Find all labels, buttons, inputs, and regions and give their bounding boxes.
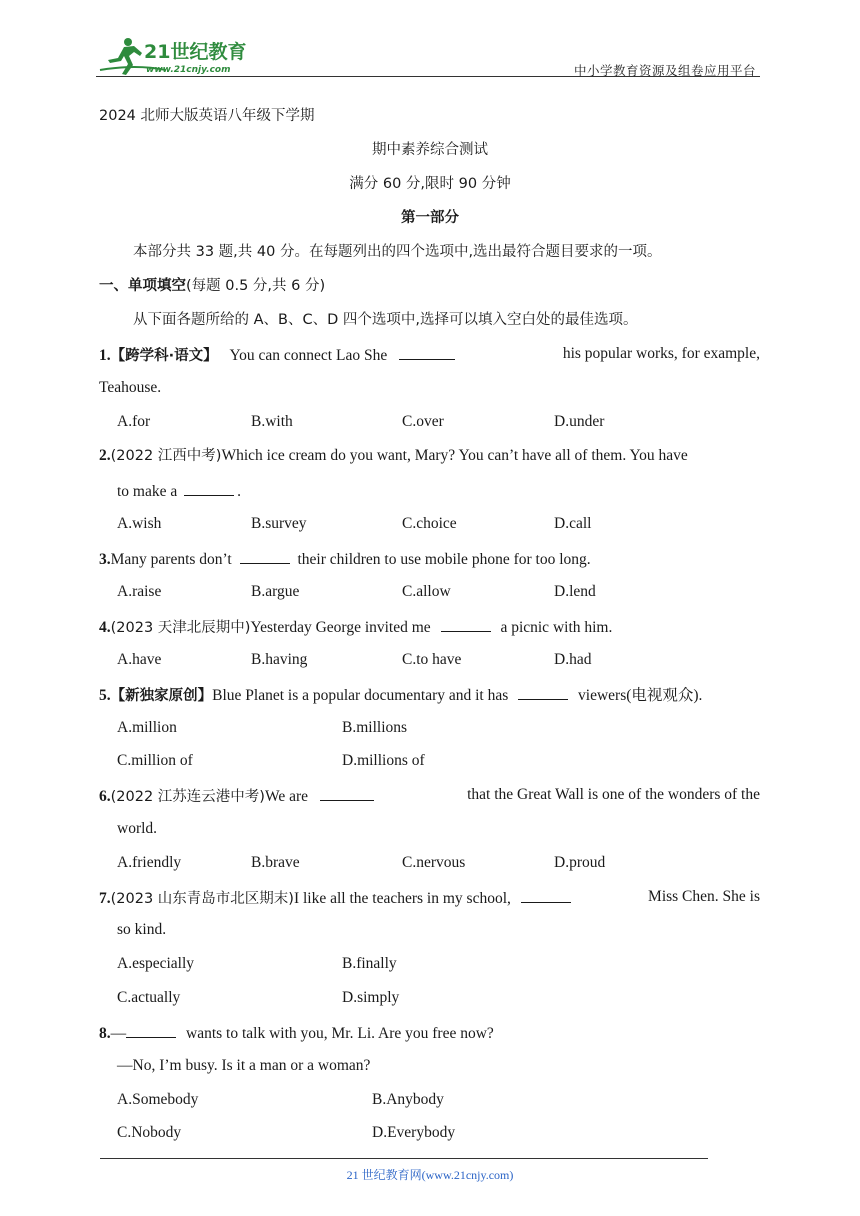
question-text: You can connect Lao She xyxy=(229,347,388,364)
question-number: 6. xyxy=(99,788,111,805)
platform-name: 中小学教育资源及组卷应用平台 xyxy=(573,63,756,78)
question-number: 2. xyxy=(99,447,111,464)
answer-blank[interactable] xyxy=(441,616,491,632)
option-c[interactable]: C.million of xyxy=(117,752,193,769)
option-a[interactable]: A.Somebody xyxy=(117,1091,199,1108)
question-7 xyxy=(99,887,760,909)
answer-blank[interactable] xyxy=(521,887,571,903)
part-intro: 本部分共 33 题,共 40 分。在每题列出的四个选项中,选出最符合题目要求的一项。 xyxy=(133,244,662,260)
question-text: Many parents don’t xyxy=(110,551,232,568)
option-d[interactable]: D.Everybody xyxy=(372,1124,456,1141)
question-number: 5. xyxy=(99,687,111,704)
question-source: (2023 山东青岛市北区期末) xyxy=(110,891,294,907)
subject-line: 2024 北师大版英语八年级下学期 xyxy=(99,108,315,124)
section-instructions: 从下面各题所给的 A、B、C、D 四个选项中,选择可以填入空白处的最佳选项。 xyxy=(133,312,638,328)
option-a[interactable]: A.have xyxy=(117,651,162,668)
option-d[interactable]: D.under xyxy=(554,413,605,430)
section-heading xyxy=(99,276,325,296)
question-number: 4. xyxy=(99,619,111,636)
question-6 xyxy=(99,785,760,807)
question-number: 1. xyxy=(99,347,111,364)
option-c[interactable]: C.over xyxy=(402,413,444,430)
option-b[interactable]: B.finally xyxy=(342,955,397,972)
option-a[interactable]: A.especially xyxy=(117,955,195,972)
question-text: wants to talk with you, Mr. Li. Are you free now? xyxy=(186,1025,494,1042)
question-tag: 【新独家原创】 xyxy=(110,688,213,704)
option-a[interactable]: A.raise xyxy=(117,583,162,600)
option-c[interactable]: C.to have xyxy=(402,651,462,668)
question-2 xyxy=(99,446,688,466)
option-c[interactable]: C.actually xyxy=(117,989,181,1006)
footer-divider xyxy=(100,1158,708,1159)
section-points: (每题 0.5 分,共 6 分) xyxy=(186,278,326,294)
question-source: (2023 天津北辰期中) xyxy=(110,620,251,636)
option-d[interactable]: D.proud xyxy=(554,854,606,871)
option-a[interactable]: A.friendly xyxy=(117,854,182,871)
answer-blank[interactable] xyxy=(518,684,568,700)
answer-blank[interactable] xyxy=(126,1022,176,1038)
question-number: 3. xyxy=(99,551,111,568)
question-source: (2022 江苏连云港中考) xyxy=(110,789,265,805)
option-a[interactable]: A.million xyxy=(117,719,177,736)
question-text: his popular works, for example, xyxy=(562,345,760,362)
question-tag: 【跨学科·语文】 xyxy=(110,348,218,364)
question-text: We are xyxy=(264,788,309,805)
option-d[interactable]: D.lend xyxy=(554,583,596,600)
site-logo xyxy=(96,34,266,78)
option-d[interactable]: D.call xyxy=(554,515,592,532)
page-header xyxy=(96,34,760,78)
section-title: 一、单项填空 xyxy=(99,278,186,294)
header-divider xyxy=(96,76,760,77)
question-text: Which ice cream do you want, Mary? You can’t have all of them. You have xyxy=(221,447,688,464)
question-continuation: so kind. xyxy=(117,921,167,938)
question-text: Blue Planet is a popular documentary and it has xyxy=(212,687,509,704)
question-1 xyxy=(99,344,760,366)
answer-blank[interactable] xyxy=(399,344,455,360)
question-5 xyxy=(99,684,702,706)
answer-blank[interactable] xyxy=(320,785,374,801)
question-source: (2022 江西中考) xyxy=(110,448,222,464)
question-text: . xyxy=(237,483,242,500)
question-3 xyxy=(99,548,591,570)
option-d[interactable]: D.millions of xyxy=(342,752,425,769)
question-text: to make a xyxy=(117,483,178,500)
question-text: Miss Chen. She is xyxy=(648,888,760,905)
option-b[interactable]: B.brave xyxy=(251,854,300,871)
option-b[interactable]: B.millions xyxy=(342,719,408,736)
option-b[interactable]: B.having xyxy=(251,651,308,668)
footer-link[interactable]: 21 世纪教育网(www.21cnjy.com) xyxy=(346,1168,514,1182)
question-continuation: world. xyxy=(117,820,158,837)
option-c[interactable]: C.choice xyxy=(402,515,457,532)
option-a[interactable]: A.wish xyxy=(117,515,162,532)
question-number: 7. xyxy=(99,890,111,907)
option-a[interactable]: A.for xyxy=(117,413,151,430)
option-c[interactable]: C.Nobody xyxy=(117,1124,182,1141)
exam-scoring: 满分 60 分,限时 90 分钟 xyxy=(349,176,511,192)
svg-text:www.21cnjy.com: www.21cnjy.com xyxy=(146,65,231,75)
question-continuation: Teahouse. xyxy=(99,379,162,396)
svg-text:21世纪教育: 21世纪教育 xyxy=(144,41,247,63)
question-text: I like all the teachers in my school, xyxy=(293,890,511,907)
option-b[interactable]: B.Anybody xyxy=(372,1091,444,1108)
question-text: — xyxy=(110,1025,127,1042)
question-text: Yesterday George invited me xyxy=(250,619,431,636)
option-b[interactable]: B.argue xyxy=(251,583,300,600)
question-text: that the Great Wall is one of the wonders of the xyxy=(467,786,760,803)
question-4 xyxy=(99,616,612,638)
option-b[interactable]: B.survey xyxy=(251,515,307,532)
question-text: their children to use mobile phone for too long. xyxy=(297,551,591,568)
question-text: viewers(电视观众). xyxy=(578,687,703,704)
answer-blank[interactable] xyxy=(184,480,234,496)
question-8 xyxy=(99,1022,494,1044)
question-continuation xyxy=(117,480,241,502)
option-d[interactable]: D.simply xyxy=(342,989,400,1006)
option-d[interactable]: D.had xyxy=(554,651,592,668)
dialogue-reply: —No, I’m busy. Is it a man or a woman? xyxy=(117,1057,371,1074)
question-text: a picnic with him. xyxy=(500,619,613,636)
option-c[interactable]: C.nervous xyxy=(402,854,466,871)
part-title: 第一部分 xyxy=(401,210,459,226)
option-b[interactable]: B.with xyxy=(251,413,293,430)
option-c[interactable]: C.allow xyxy=(402,583,451,600)
answer-blank[interactable] xyxy=(240,548,290,564)
exam-title: 期中素养综合测试 xyxy=(372,142,488,158)
question-number: 8. xyxy=(99,1025,111,1042)
